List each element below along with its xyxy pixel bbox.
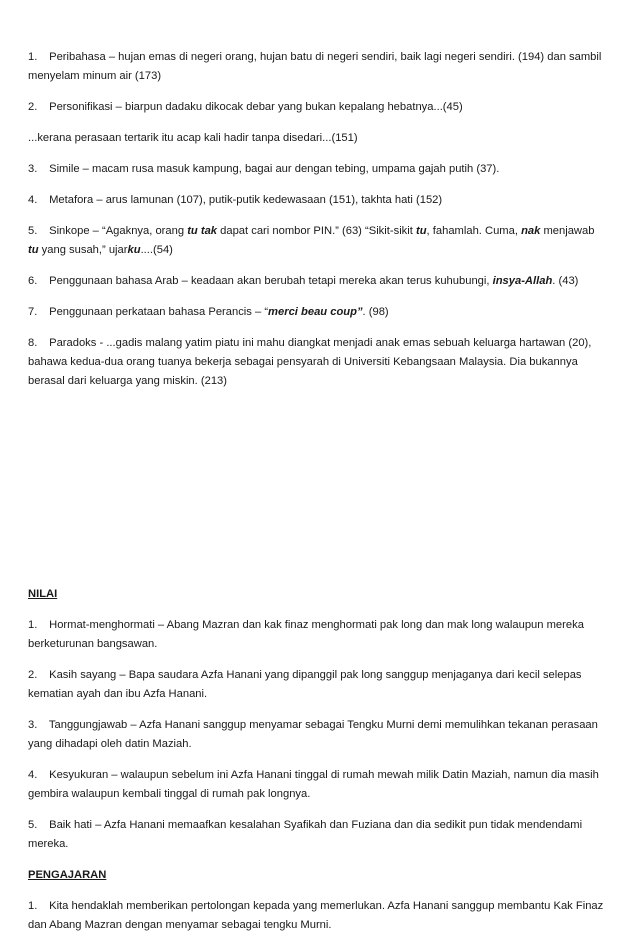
item-text: Kita hendaklah memberikan pertolongan kepada yang memerlukan. Azfa Hanani sanggup membantu Kak Finaz dan Abang Mazran dengan menyamar sebagai tengku Murni. — [28, 900, 604, 931]
gaya-bahasa-item — [28, 98, 608, 117]
item-text: menjawab — [540, 225, 595, 237]
item-number: 1. — [28, 619, 38, 631]
item-text: yang susah,” ujar — [38, 244, 128, 256]
emphasis-text: nak — [521, 225, 541, 237]
item-number: 6. — [28, 275, 38, 287]
emphasis-text: insya-Allah — [492, 275, 553, 287]
emphasis-text: merci beau coup” — [268, 306, 363, 318]
item-number: 3. — [28, 163, 38, 175]
gaya-bahasa-item — [28, 191, 608, 210]
item-text: Kesyukuran – walaupun sebelum ini Azfa Hanani tinggal di rumah mewah milik Datin Maziah, namun dia masih gembira walaupun kembali tinggal di rumah pak longnya. — [28, 769, 599, 800]
item-number: 8. — [28, 337, 38, 349]
item-number: 4. — [28, 769, 38, 781]
item-text: Kasih sayang – Bapa saudara Azfa Hanani yang dipanggil pak long sanggup menjaganya dari kecil selepas kematian ayah dan ibu Azfa Hanani. — [28, 669, 582, 700]
item-text: Baik hati – Azfa Hanani memaafkan kesalahan Syafikah dan Fuziana dan dia sedikit pun tidak mendendami mereka. — [28, 819, 583, 850]
emphasis-text: ku — [127, 244, 141, 256]
blank-space — [28, 403, 608, 585]
item-text: Peribahasa – hujan emas di negeri orang, hujan batu di negeri sendiri, baik lagi negeri sendiri. (194) dan sambil menyelam minum air (173) — [28, 51, 602, 82]
item-text: ....(54) — [140, 244, 173, 256]
item-number: 7. — [28, 306, 38, 318]
item-number: 1. — [28, 51, 38, 63]
item-text: . (43) — [552, 275, 579, 287]
item-text: Personifikasi – biarpun dadaku dikocak debar yang bukan kepalang hebatnya...(45) — [49, 101, 463, 113]
nilai-item — [28, 816, 608, 854]
gaya-bahasa-item — [28, 48, 608, 86]
item-number: 1. — [28, 900, 38, 912]
nilai-item — [28, 766, 608, 804]
item-text: Penggunaan perkataan bahasa Perancis – “ — [49, 306, 269, 318]
item-number: 5. — [28, 225, 38, 237]
item-number: 3. — [28, 719, 38, 731]
gaya-bahasa-item — [28, 222, 608, 260]
gaya-bahasa-item — [28, 334, 608, 391]
item-text: Metafora – arus lamunan (107), putik-putik kedewasaan (151), takhta hati (152) — [49, 194, 443, 206]
item-text: Hormat-menghormati – Abang Mazran dan kak finaz menghormati pak long dan mak long walaupun mereka berketurunan bangsawan. — [28, 619, 584, 650]
item-text: Penggunaan bahasa Arab – keadaan akan berubah tetapi mereka akan terus kuhubungi, — [49, 275, 493, 287]
nilai-item — [28, 716, 608, 754]
emphasis-text: tu — [28, 244, 39, 256]
document-page — [28, 48, 608, 947]
item-text: Simile – macam rusa masuk kampung, bagai aur dengan tebing, umpama gajah putih (37). — [49, 163, 500, 175]
item-text: , fahamlah. Cuma, — [426, 225, 522, 237]
gaya-bahasa-item — [28, 303, 608, 322]
item-number: 4. — [28, 194, 38, 206]
item-text: Sinkope – “Agaknya, orang — [49, 225, 188, 237]
gaya-bahasa-item — [28, 272, 608, 291]
item-number: 2. — [28, 669, 38, 681]
gaya-bahasa-continuation — [28, 129, 608, 148]
item-number: 5. — [28, 819, 38, 831]
emphasis-text: tu — [415, 225, 427, 237]
item-number: 2. — [28, 101, 38, 113]
item-text: ...kerana perasaan tertarik itu acap kali hadir tanpa disedari...(151) — [28, 132, 358, 144]
gaya-bahasa-item — [28, 160, 608, 179]
item-text: dapat cari nombor PIN.” (63) “Sikit-sikit — [217, 225, 416, 237]
nilai-item — [28, 616, 608, 654]
item-text: . (98) — [362, 306, 389, 318]
item-text: Paradoks - ...gadis malang yatim piatu ini mahu diangkat menjadi anak emas sebuah keluarga hartawan (20), bahawa kedua-dua orang tuanya bekerja sebagai pensyarah di Universiti Kebangsaan Malaysia. Dia bukannya berasal dari keluarga yang miskin. (213) — [28, 337, 592, 387]
emphasis-text: tu tak — [187, 225, 218, 237]
section-heading-nilai: NILAI — [28, 588, 58, 600]
item-text: Tanggungjawab – Azfa Hanani sanggup menyamar sebagai Tengku Murni demi memulihkan tekanan perasaan yang dihadapi oleh datin Maziah. — [28, 719, 598, 750]
section-heading-pengajaran: PENGAJARAN — [28, 869, 107, 881]
nilai-item — [28, 666, 608, 704]
